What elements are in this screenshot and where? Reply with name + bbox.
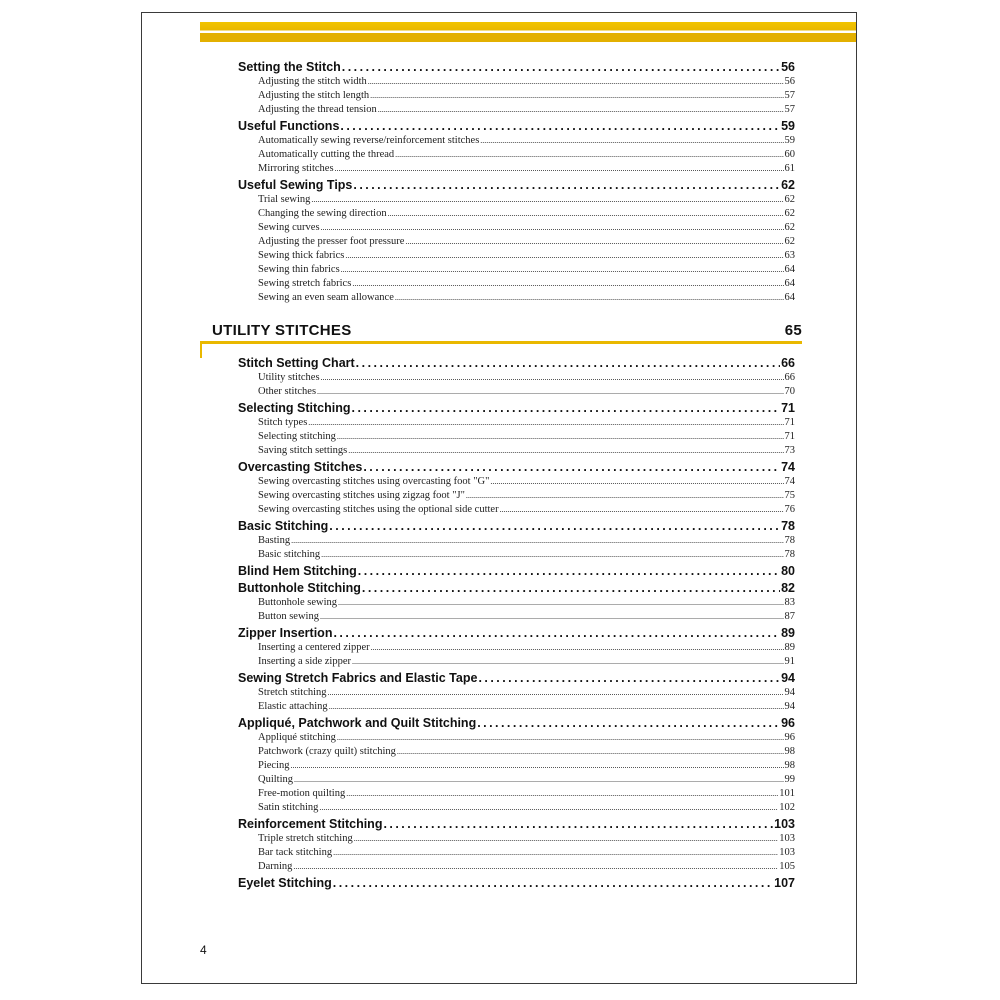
toc-entry-title: Overcasting Stitches bbox=[238, 460, 363, 474]
toc-entry-page: 105 bbox=[779, 861, 795, 872]
toc-entry-title: Patchwork (crazy quilt) stitching bbox=[258, 746, 396, 757]
toc-entry-title: Automatically sewing reverse/reinforcement stitches bbox=[258, 135, 480, 146]
toc-entry-title: Saving stitch settings bbox=[258, 445, 348, 456]
toc-leader-dots bbox=[333, 626, 780, 640]
toc-entry-page: 74 bbox=[784, 476, 795, 487]
toc-entry-title: Sewing stretch fabrics bbox=[258, 278, 352, 289]
toc-subentry[interactable] bbox=[238, 656, 795, 670]
toc-leader-dots bbox=[466, 490, 784, 501]
toc-entry-title: Eyelet Stitching bbox=[238, 876, 332, 890]
toc-entry-page: 76 bbox=[784, 504, 795, 515]
toc-entry-page: 103 bbox=[774, 817, 795, 831]
toc-subentry[interactable] bbox=[238, 104, 795, 118]
toc-list-part2 bbox=[238, 355, 795, 892]
toc-entry-title: Buttonhole sewing bbox=[258, 597, 338, 608]
toc-leader-dots bbox=[337, 431, 784, 442]
toc-entry-title: Basic stitching bbox=[258, 549, 321, 560]
toc-entry-title: Inserting a side zipper bbox=[258, 656, 352, 667]
toc-section-entry[interactable] bbox=[238, 119, 795, 135]
toc-entry-page: 78 bbox=[784, 549, 795, 560]
toc-leader-dots bbox=[333, 876, 773, 890]
toc-entry-title: Stretch stitching bbox=[258, 687, 327, 698]
toc-leader-dots bbox=[478, 671, 780, 685]
toc-section-entry[interactable] bbox=[238, 60, 795, 76]
toc-entry-page: 80 bbox=[781, 564, 795, 578]
toc-subentry[interactable] bbox=[238, 292, 795, 306]
toc-subentry[interactable] bbox=[238, 746, 795, 760]
toc-entry-page: 71 bbox=[784, 417, 795, 428]
toc-entry-title: Zipper Insertion bbox=[238, 626, 333, 640]
toc-leader-dots bbox=[341, 264, 784, 275]
toc-subentry[interactable] bbox=[238, 222, 795, 236]
toc-subentry[interactable] bbox=[238, 163, 795, 177]
toc-entry-title: Quilting bbox=[258, 774, 294, 785]
toc-entry-page: 94 bbox=[781, 671, 795, 685]
toc-subentry[interactable] bbox=[238, 833, 795, 847]
page-number: 4 bbox=[200, 943, 207, 957]
toc-entry-title: Adjusting the stitch width bbox=[258, 76, 367, 87]
toc-entry-page: 63 bbox=[784, 250, 795, 261]
toc-leader-dots bbox=[490, 476, 783, 487]
toc-leader-dots bbox=[395, 292, 784, 303]
toc-entry-page: 78 bbox=[784, 535, 795, 546]
toc-entry-page: 66 bbox=[781, 356, 795, 370]
toc-leader-dots bbox=[370, 90, 783, 101]
chapter-page: 65 bbox=[784, 322, 802, 339]
toc-subentry[interactable] bbox=[238, 194, 795, 208]
toc-subentry[interactable] bbox=[238, 732, 795, 746]
toc-list-part1 bbox=[238, 59, 795, 306]
document-page bbox=[141, 12, 857, 984]
toc-subentry[interactable] bbox=[238, 372, 795, 386]
toc-entry-page: 99 bbox=[784, 774, 795, 785]
toc-entry-title: Appliqué, Patchwork and Quilt Stitching bbox=[238, 716, 477, 730]
toc-entry-page: 91 bbox=[784, 656, 795, 667]
toc-subentry[interactable] bbox=[238, 861, 795, 875]
toc-leader-dots bbox=[356, 356, 780, 370]
toc-entry-page: 101 bbox=[779, 788, 795, 799]
toc-leader-dots bbox=[340, 119, 780, 133]
toc-entry-page: 64 bbox=[784, 264, 795, 275]
toc-leader-dots bbox=[335, 163, 784, 174]
toc-leader-dots bbox=[480, 135, 783, 146]
toc-section-entry[interactable] bbox=[238, 671, 795, 687]
toc-entry-title: Triple stretch stitching bbox=[258, 833, 353, 844]
toc-entry-title: Reinforcement Stitching bbox=[238, 817, 383, 831]
header-color-band bbox=[200, 22, 857, 42]
toc-leader-dots bbox=[362, 581, 780, 595]
toc-leader-dots bbox=[329, 701, 784, 712]
toc-entry-page: 70 bbox=[784, 386, 795, 397]
toc-entry-page: 103 bbox=[779, 833, 795, 844]
toc-leader-dots bbox=[352, 278, 783, 289]
toc-entry-title: Useful Functions bbox=[238, 119, 340, 133]
toc-entry-page: 62 bbox=[784, 236, 795, 247]
toc-subentry[interactable] bbox=[238, 642, 795, 656]
toc-entry-page: 56 bbox=[784, 76, 795, 87]
toc-entry-page: 64 bbox=[784, 292, 795, 303]
toc-subentry[interactable] bbox=[238, 208, 795, 222]
toc-entry-page: 57 bbox=[784, 90, 795, 101]
toc-entry-page: 96 bbox=[784, 732, 795, 743]
toc-entry-title: Sewing an even seam allowance bbox=[258, 292, 394, 303]
toc-leader-dots bbox=[328, 687, 784, 698]
toc-subentry[interactable] bbox=[238, 149, 795, 163]
toc-entry-page: 98 bbox=[784, 760, 795, 771]
toc-subentry[interactable] bbox=[238, 476, 795, 490]
toc-section-entry[interactable] bbox=[238, 564, 795, 580]
toc-entry-title: Sewing overcasting stitches using zigzag foot "J" bbox=[258, 490, 465, 501]
toc-entry-page: 64 bbox=[784, 278, 795, 289]
toc-entry-page: 89 bbox=[781, 626, 795, 640]
toc-entry-title: Buttonhole Stitching bbox=[238, 581, 361, 595]
toc-section-entry[interactable] bbox=[238, 356, 795, 372]
toc-entry-title: Automatically cutting the thread bbox=[258, 149, 395, 160]
toc-entry-page: 87 bbox=[784, 611, 795, 622]
toc-subentry[interactable] bbox=[238, 597, 795, 611]
toc-leader-dots bbox=[321, 372, 784, 383]
toc-entry-page: 62 bbox=[781, 178, 795, 192]
toc-subentry[interactable] bbox=[238, 417, 795, 431]
toc-entry-title: Sewing curves bbox=[258, 222, 320, 233]
toc-entry-page: 62 bbox=[784, 222, 795, 233]
toc-entry-page: 60 bbox=[784, 149, 795, 160]
toc-entry-page: 73 bbox=[784, 445, 795, 456]
toc-leader-dots bbox=[353, 178, 780, 192]
toc-entry-page: 98 bbox=[784, 746, 795, 757]
toc-entry-title: Trial sewing bbox=[258, 194, 311, 205]
toc-leader-dots bbox=[348, 445, 783, 456]
toc-leader-dots bbox=[500, 504, 784, 515]
toc-entry-title: Darning bbox=[258, 861, 293, 872]
toc-subentry[interactable] bbox=[238, 774, 795, 788]
toc-entry-title: Mirroring stitches bbox=[258, 163, 334, 174]
toc-subentry[interactable] bbox=[238, 264, 795, 278]
toc-entry-page: 107 bbox=[774, 876, 795, 890]
toc-entry-page: 62 bbox=[784, 208, 795, 219]
toc-entry-title: Satin stitching bbox=[258, 802, 319, 813]
chapter-rule-tick bbox=[200, 344, 202, 358]
toc-entry-title: Elastic attaching bbox=[258, 701, 328, 712]
toc-entry-page: 78 bbox=[781, 519, 795, 533]
toc-section-entry[interactable] bbox=[238, 401, 795, 417]
toc-entry-page: 62 bbox=[784, 194, 795, 205]
toc-subentry[interactable] bbox=[238, 76, 795, 90]
toc-leader-dots bbox=[321, 222, 784, 233]
toc-entry-page: 66 bbox=[784, 372, 795, 383]
toc-leader-dots bbox=[368, 76, 784, 87]
toc-subentry[interactable] bbox=[238, 90, 795, 104]
toc-subentry[interactable] bbox=[238, 611, 795, 625]
toc-entry-title: Sewing overcasting stitches using the optional side cutter bbox=[258, 504, 499, 515]
toc-leader-dots bbox=[397, 746, 784, 757]
toc-leader-dots bbox=[333, 847, 778, 858]
toc-leader-dots bbox=[405, 236, 783, 247]
chapter-rule bbox=[200, 341, 802, 344]
toc-leader-dots bbox=[337, 732, 784, 743]
toc-section-entry[interactable] bbox=[238, 817, 795, 833]
toc-subentry[interactable] bbox=[238, 250, 795, 264]
toc-subentry[interactable] bbox=[238, 445, 795, 459]
toc-leader-dots bbox=[338, 597, 783, 608]
toc-subentry[interactable] bbox=[238, 278, 795, 292]
toc-entry-page: 57 bbox=[784, 104, 795, 115]
toc-entry-title: Other stitches bbox=[258, 386, 317, 397]
toc-leader-dots bbox=[293, 861, 778, 872]
toc-subentry[interactable] bbox=[238, 535, 795, 549]
toc-leader-dots bbox=[352, 656, 783, 667]
toc-subentry[interactable] bbox=[238, 386, 795, 400]
toc-entry-title: Button sewing bbox=[258, 611, 319, 622]
toc-leader-dots bbox=[319, 802, 778, 813]
toc-leader-dots bbox=[358, 564, 780, 578]
toc-subentry[interactable] bbox=[238, 490, 795, 504]
toc-leader-dots bbox=[395, 149, 783, 160]
toc-leader-dots bbox=[371, 642, 784, 653]
toc-entry-title: Piecing bbox=[258, 760, 290, 771]
toc-section-entry[interactable] bbox=[238, 716, 795, 732]
toc-subentry[interactable] bbox=[238, 504, 795, 518]
toc-subentry[interactable] bbox=[238, 135, 795, 149]
toc-leader-dots bbox=[311, 194, 783, 205]
toc-leader-dots bbox=[342, 60, 780, 74]
toc-leader-dots bbox=[320, 611, 784, 622]
toc-entry-page: 102 bbox=[779, 802, 795, 813]
toc-section-entry[interactable] bbox=[238, 460, 795, 476]
toc-entry-title: Sewing overcasting stitches using overcasting foot "G" bbox=[258, 476, 490, 487]
toc-entry-title: Stitch types bbox=[258, 417, 308, 428]
toc-entry-title: Bar tack stitching bbox=[258, 847, 333, 858]
toc-entry-page: 94 bbox=[784, 701, 795, 712]
toc-entry-title: Adjusting the stitch length bbox=[258, 90, 370, 101]
toc-leader-dots bbox=[308, 417, 783, 428]
toc-section-entry[interactable] bbox=[238, 626, 795, 642]
toc-entry-title: Changing the sewing direction bbox=[258, 208, 387, 219]
toc-entry-page: 89 bbox=[784, 642, 795, 653]
toc-entry-page: 71 bbox=[784, 431, 795, 442]
toc-entry-page: 59 bbox=[781, 119, 795, 133]
toc-leader-dots bbox=[378, 104, 784, 115]
toc-entry-title: Basic Stitching bbox=[238, 519, 329, 533]
toc-leader-dots bbox=[294, 774, 783, 785]
toc-entry-page: 56 bbox=[781, 60, 795, 74]
toc-subentry[interactable] bbox=[238, 847, 795, 861]
toc-leader-dots bbox=[477, 716, 780, 730]
toc-subentry[interactable] bbox=[238, 802, 795, 816]
toc-leader-dots bbox=[388, 208, 784, 219]
toc-entry-page: 82 bbox=[781, 581, 795, 595]
toc-entry-title: Selecting stitching bbox=[258, 431, 336, 442]
toc-section-entry[interactable] bbox=[238, 581, 795, 597]
toc-entry-page: 94 bbox=[784, 687, 795, 698]
toc-entry-title: Free-motion quilting bbox=[258, 788, 346, 799]
toc-leader-dots bbox=[383, 817, 773, 831]
toc-entry-title: Inserting a centered zipper bbox=[258, 642, 370, 653]
toc-section-entry[interactable] bbox=[238, 519, 795, 535]
toc-leader-dots bbox=[354, 833, 779, 844]
toc-entry-title: Sewing thick fabrics bbox=[258, 250, 345, 261]
toc-leader-dots bbox=[317, 386, 783, 397]
toc-entry-page: 75 bbox=[784, 490, 795, 501]
toc-entry-title: Appliqué stitching bbox=[258, 732, 336, 743]
toc-entry-title: Setting the Stitch bbox=[238, 60, 341, 74]
toc-entry-title: Utility stitches bbox=[258, 372, 320, 383]
toc-subentry[interactable] bbox=[238, 549, 795, 563]
toc-leader-dots bbox=[363, 460, 780, 474]
toc-entry-title: Adjusting the presser foot pressure bbox=[258, 236, 405, 247]
toc-entry-title: Stitch Setting Chart bbox=[238, 356, 355, 370]
toc-leader-dots bbox=[291, 535, 783, 546]
toc-entry-title: Useful Sewing Tips bbox=[238, 178, 353, 192]
toc-entry-page: 103 bbox=[779, 847, 795, 858]
toc-entry-page: 59 bbox=[784, 135, 795, 146]
toc-subentry[interactable] bbox=[238, 431, 795, 445]
toc-entry-page: 74 bbox=[781, 460, 795, 474]
toc-entry-title: Selecting Stitching bbox=[238, 401, 351, 415]
toc-entry-title: Blind Hem Stitching bbox=[238, 564, 357, 578]
toc-leader-dots bbox=[346, 788, 778, 799]
toc-leader-dots bbox=[291, 760, 784, 771]
toc-entry-title: Sewing Stretch Fabrics and Elastic Tape bbox=[238, 671, 478, 685]
toc-entry-title: Adjusting the thread tension bbox=[258, 104, 377, 115]
chapter-heading[interactable] bbox=[212, 319, 802, 339]
toc-entry-title: Basting bbox=[258, 535, 291, 546]
toc-subentry[interactable] bbox=[238, 687, 795, 701]
toc-leader-dots bbox=[345, 250, 783, 261]
toc-leader-dots bbox=[329, 519, 780, 533]
toc-subentry[interactable] bbox=[238, 236, 795, 250]
toc-leader-dots bbox=[352, 401, 781, 415]
toc-section-entry[interactable] bbox=[238, 876, 795, 892]
toc-leader-dots bbox=[321, 549, 783, 560]
toc-entry-title: Sewing thin fabrics bbox=[258, 264, 340, 275]
toc-entry-page: 83 bbox=[784, 597, 795, 608]
toc-subentry[interactable] bbox=[238, 788, 795, 802]
toc-entry-page: 96 bbox=[781, 716, 795, 730]
toc-subentry[interactable] bbox=[238, 760, 795, 774]
toc-section-entry[interactable] bbox=[238, 178, 795, 194]
toc-entry-page: 71 bbox=[781, 401, 795, 415]
toc-entry-page: 61 bbox=[784, 163, 795, 174]
chapter-title: UTILITY STITCHES bbox=[212, 322, 352, 339]
toc-subentry[interactable] bbox=[238, 701, 795, 715]
